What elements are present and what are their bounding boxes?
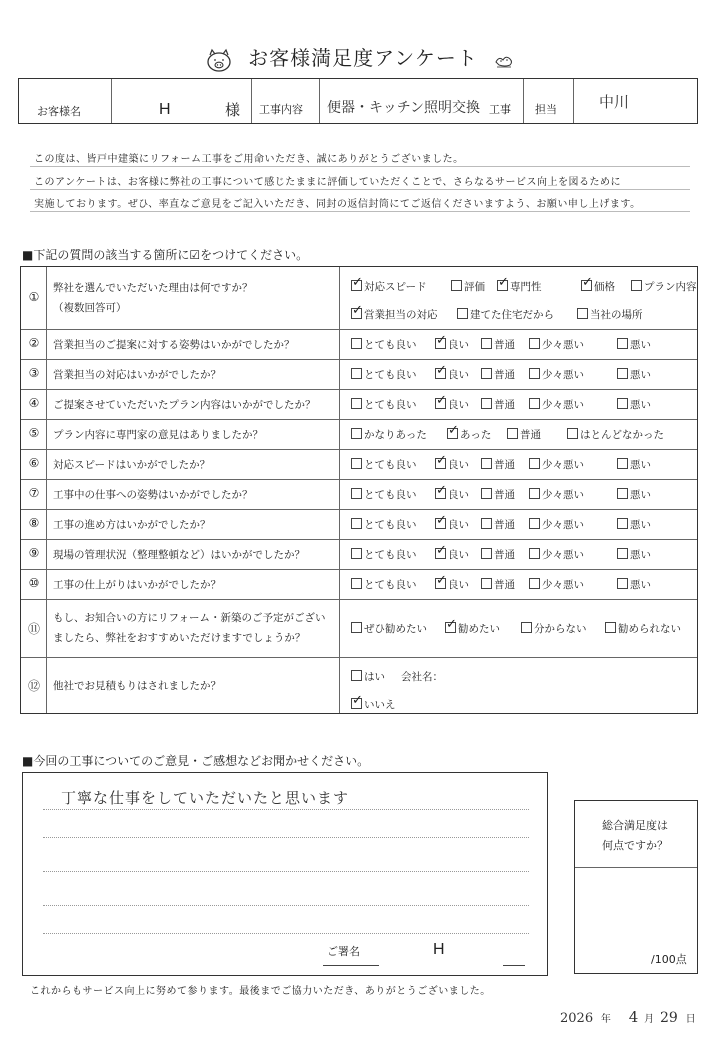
checkbox[interactable]	[497, 280, 508, 291]
questions-table	[20, 266, 698, 714]
option-label: はとんどなかった	[580, 429, 664, 441]
staff-label: 担当	[535, 103, 557, 116]
checkbox[interactable]	[451, 280, 462, 291]
option-label: 普通	[494, 519, 515, 531]
answer-option[interactable]	[435, 367, 469, 382]
answer-option[interactable]	[567, 427, 664, 442]
checkbox[interactable]	[617, 488, 628, 499]
checkbox[interactable]	[435, 548, 446, 559]
answer-option[interactable]	[617, 397, 651, 412]
option-label: とても良い	[364, 369, 417, 381]
checkbox[interactable]	[507, 428, 518, 439]
option-label: 専門性	[510, 281, 542, 293]
checkbox[interactable]	[617, 338, 628, 349]
option-label: 悪い	[630, 519, 651, 531]
title-text: お客様満足度アンケート	[248, 46, 478, 70]
checkbox[interactable]	[529, 518, 540, 529]
checkbox[interactable]	[447, 428, 458, 439]
answer-option[interactable]	[481, 517, 515, 532]
checkbox[interactable]	[529, 458, 540, 469]
checkbox[interactable]	[435, 458, 446, 469]
answer-option[interactable]	[631, 279, 697, 294]
question-text: （複数回答可）	[53, 302, 127, 314]
option-label: 普通	[494, 459, 515, 471]
option-label: 悪い	[630, 369, 651, 381]
option-label: 建てた住宅だから	[470, 309, 554, 321]
question-text: 工事中の仕事への姿勢はいかがでしたか？	[53, 489, 253, 501]
checkbox[interactable]	[457, 308, 468, 319]
answer-option[interactable]	[529, 517, 584, 532]
date-month: 4	[628, 1008, 639, 1026]
comments-box	[22, 772, 548, 976]
option-label: 普通	[494, 339, 515, 351]
option-label: いいえ	[364, 699, 396, 711]
option-label: 営業担当の対応	[364, 309, 438, 321]
answer-option[interactable]	[617, 547, 651, 562]
option-label: とても良い	[364, 549, 417, 561]
checkbox[interactable]	[351, 338, 362, 349]
score-box	[574, 800, 698, 974]
option-label: 少々悪い	[542, 369, 584, 381]
option-label: 会社名：	[401, 671, 443, 683]
checkbox[interactable]	[351, 368, 362, 379]
question-text: ましたら、弊社をおすすめいただけますでしょうか？	[53, 632, 306, 644]
option-label: 悪い	[630, 459, 651, 471]
answer-option[interactable]	[351, 367, 417, 382]
option-label: 少々悪い	[542, 549, 584, 561]
option-label: 少々悪い	[542, 579, 584, 591]
answer-option[interactable]	[445, 621, 500, 636]
option-label: 勧めたい	[458, 623, 500, 635]
answer-option[interactable]	[617, 517, 651, 532]
checkbox[interactable]	[435, 488, 446, 499]
option-label: 価格	[594, 281, 615, 293]
checkbox[interactable]	[529, 368, 540, 379]
answer-option[interactable]	[481, 547, 515, 562]
question-number: ⑫	[27, 679, 40, 693]
checkbox[interactable]	[435, 578, 446, 589]
signature: H	[433, 941, 445, 958]
checkbox[interactable]	[631, 280, 642, 291]
checkbox[interactable]	[617, 368, 628, 379]
option-label: 良い	[448, 339, 469, 351]
option-label: とても良い	[364, 339, 417, 351]
answer-option[interactable]	[457, 307, 554, 322]
option-label: 悪い	[630, 579, 651, 591]
score-question-2: 何点ですか？	[602, 839, 668, 852]
question-number: ⑪	[27, 622, 40, 636]
work-suffix: 工事	[489, 103, 511, 116]
answer-option[interactable]	[351, 669, 385, 684]
question-text: 弊社を選んでいただいた理由は何ですか？	[53, 282, 253, 294]
checkbox[interactable]	[351, 670, 362, 681]
intro-line-2: このアンケートは、お客様に弊社の工事について感じたままに評価していただくことで、さらなるサービス向上を図るために	[34, 177, 621, 188]
answer-option[interactable]	[497, 279, 542, 294]
option-label: 少々悪い	[542, 489, 584, 501]
option-label: 少々悪い	[542, 339, 584, 351]
answer-option[interactable]	[529, 367, 584, 382]
option-label: とても良い	[364, 519, 417, 531]
option-label: 普通	[520, 429, 541, 441]
checkbox[interactable]	[435, 368, 446, 379]
option-label: とても良い	[364, 579, 417, 591]
checkbox[interactable]	[481, 338, 492, 349]
answer-option[interactable]	[481, 397, 515, 412]
date-year-unit: 年	[600, 1014, 611, 1025]
answer-option[interactable]	[351, 487, 417, 502]
option-label: 良い	[448, 459, 469, 471]
checkbox[interactable]	[521, 622, 532, 633]
checkbox[interactable]	[481, 398, 492, 409]
question-number: ①	[28, 290, 40, 304]
checkbox[interactable]	[435, 398, 446, 409]
checkbox[interactable]	[481, 488, 492, 499]
answer-option[interactable]	[617, 457, 651, 472]
answer-option[interactable]	[351, 577, 417, 592]
option-label: かなりあった	[364, 429, 427, 441]
checkbox[interactable]	[445, 622, 456, 633]
option-label: とても良い	[364, 459, 417, 471]
answer-option[interactable]	[617, 337, 651, 352]
option-label: 良い	[448, 399, 469, 411]
answer-option[interactable]	[435, 487, 469, 502]
intro-line-3: 実施しております。ぜひ、率直なご意見をご記入いただき、同封の返信封筒にてご返信くださいますよう、お願い申し上げます。	[34, 199, 641, 210]
option-label: とても良い	[364, 399, 417, 411]
option-label: 悪い	[630, 549, 651, 561]
instruction: ■下記の質問の該当する箇所に☑をつけてください。	[22, 248, 309, 262]
question-number: ⑦	[28, 486, 40, 500]
checkbox[interactable]	[481, 518, 492, 529]
answer-option[interactable]	[529, 337, 584, 352]
date-day: 29	[659, 1010, 678, 1026]
answer-option[interactable]	[507, 427, 541, 442]
answer-option[interactable]	[351, 697, 396, 712]
option-label: 評価	[464, 281, 485, 293]
answer-option[interactable]	[481, 577, 515, 592]
option-label: 普通	[494, 489, 515, 501]
checkbox[interactable]	[351, 518, 362, 529]
score-question-1: 総合満足度は	[602, 819, 668, 832]
answer-option[interactable]	[351, 621, 427, 636]
checkbox[interactable]	[617, 518, 628, 529]
answer-option[interactable]	[351, 337, 417, 352]
answer-option[interactable]	[351, 547, 417, 562]
checkbox[interactable]	[529, 548, 540, 559]
answer-option[interactable]	[529, 577, 584, 592]
option-label: 良い	[448, 549, 469, 561]
answer-option[interactable]	[351, 457, 417, 472]
intro-line-1: この度は、皆戸中建築にリフォーム工事をご用命いただき、誠にありがとうございました。	[34, 154, 464, 165]
option-label: 悪い	[630, 339, 651, 351]
checkbox[interactable]	[617, 578, 628, 589]
checkbox[interactable]	[529, 338, 540, 349]
pig-icon	[205, 47, 233, 73]
question-text: 営業担当のご提案に対する姿勢はいかがでしたか？	[53, 339, 295, 351]
customer-label: お客様名	[37, 105, 81, 118]
date	[560, 1008, 696, 1026]
checkbox[interactable]	[351, 308, 362, 319]
checkbox[interactable]	[529, 398, 540, 409]
option-label: 普通	[494, 549, 515, 561]
answer-option[interactable]	[435, 337, 469, 352]
question-number: ②	[28, 336, 40, 350]
answer-option[interactable]	[435, 517, 469, 532]
option-label: 普通	[494, 369, 515, 381]
answer-option[interactable]	[435, 577, 469, 592]
checkbox[interactable]	[617, 398, 628, 409]
option-label: 分からない	[534, 623, 587, 635]
question-number: ⑧	[28, 516, 40, 530]
checkbox[interactable]	[351, 428, 362, 439]
checkbox[interactable]	[617, 458, 628, 469]
customer-name: H	[159, 101, 171, 118]
answer-option[interactable]	[577, 307, 643, 322]
checkbox[interactable]	[351, 280, 362, 291]
checkbox[interactable]	[567, 428, 578, 439]
birds-icon	[493, 50, 515, 70]
option-label: 良い	[448, 489, 469, 501]
option-label: ぜひ勧めたい	[364, 623, 427, 635]
answer-option[interactable]	[581, 279, 615, 294]
checkbox[interactable]	[351, 548, 362, 559]
option-label: はい	[364, 671, 385, 683]
option-label: 少々悪い	[542, 399, 584, 411]
comments-heading: ■今回の工事についてのご意見・ご感想などお聞かせください。	[22, 754, 370, 768]
staff-name: 中川	[599, 93, 630, 111]
footer-text: これからもサービス向上に努めて参ります。最後までご協力いただき、ありがとうございました。	[30, 986, 491, 997]
work-label: 工事内容	[259, 103, 303, 116]
answer-option[interactable]	[481, 367, 515, 382]
option-label: 普通	[494, 399, 515, 411]
answer-option[interactable]	[529, 457, 584, 472]
question-text: もし、お知合いの方にリフォーム・新築のご予定がござい	[53, 612, 326, 624]
checkbox[interactable]	[351, 578, 362, 589]
answer-option[interactable]	[351, 427, 427, 442]
answer-option[interactable]	[481, 337, 515, 352]
option-label: 悪い	[630, 489, 651, 501]
score-max: /100点	[651, 953, 687, 966]
answer-option[interactable]	[351, 517, 417, 532]
checkbox[interactable]	[481, 578, 492, 589]
checkbox[interactable]	[435, 338, 446, 349]
question-text: ご提案させていただいたプラン内容はいかがでしたか？	[53, 399, 316, 411]
question-number: ④	[28, 396, 40, 410]
checkbox[interactable]	[351, 698, 362, 709]
question-number: ⑩	[28, 576, 40, 590]
option-label: 当社の場所	[590, 309, 643, 321]
checkbox[interactable]	[351, 398, 362, 409]
question-text: 他社でお見積もりはされましたか？	[53, 680, 221, 692]
option-label: あった	[460, 429, 492, 441]
answer-option[interactable]	[617, 577, 651, 592]
date-month-unit: 月	[644, 1014, 655, 1025]
option-label: 対応スピード	[364, 281, 427, 293]
header-box	[18, 78, 698, 124]
date-year: 2026	[560, 1011, 594, 1026]
answer-option[interactable]	[401, 669, 443, 684]
checkbox[interactable]	[617, 548, 628, 559]
question-text: 対応スピードはいかがでしたか？	[53, 459, 211, 471]
answer-option[interactable]	[529, 547, 584, 562]
checkbox[interactable]	[529, 578, 540, 589]
checkbox[interactable]	[481, 548, 492, 559]
option-label: 悪い	[630, 399, 651, 411]
answer-option[interactable]	[351, 279, 427, 294]
question-number: ③	[28, 366, 40, 380]
answer-option[interactable]	[351, 397, 417, 412]
answer-option[interactable]	[605, 621, 681, 636]
question-text: 工事の進め方はいかがでしたか？	[53, 519, 211, 531]
answer-option[interactable]	[451, 279, 485, 294]
option-label: 普通	[494, 579, 515, 591]
checkbox[interactable]	[351, 622, 362, 633]
checkbox[interactable]	[481, 458, 492, 469]
answer-option[interactable]	[521, 621, 587, 636]
checkbox[interactable]	[529, 488, 540, 499]
honorific: 様	[225, 101, 241, 119]
checkbox[interactable]	[351, 488, 362, 499]
answer-option[interactable]	[481, 487, 515, 502]
signature-label: ご署名	[327, 945, 360, 958]
answer-option[interactable]	[447, 427, 491, 442]
work-content: 便器・キッチン照明交換	[327, 100, 481, 116]
answer-option[interactable]	[351, 307, 438, 322]
page-title	[0, 42, 720, 73]
checkbox[interactable]	[481, 368, 492, 379]
option-label: 勧められない	[618, 623, 681, 635]
option-label: 少々悪い	[542, 519, 584, 531]
checkbox[interactable]	[581, 280, 592, 291]
question-number: ⑤	[28, 426, 40, 440]
option-label: 良い	[448, 519, 469, 531]
answer-option[interactable]	[529, 487, 584, 502]
option-label: プラン内容	[644, 281, 697, 293]
answer-option[interactable]	[617, 367, 651, 382]
question-text: プラン内容に専門家の意見はありましたか？	[53, 429, 263, 441]
option-label: 良い	[448, 579, 469, 591]
checkbox[interactable]	[605, 622, 616, 633]
question-text: 工事の仕上がりはいかがでしたか？	[53, 579, 221, 591]
option-label: 良い	[448, 369, 469, 381]
checkbox[interactable]	[435, 518, 446, 529]
answer-option[interactable]	[435, 547, 469, 562]
date-day-unit: 日	[685, 1014, 696, 1025]
option-label: とても良い	[364, 489, 417, 501]
answer-option[interactable]	[529, 397, 584, 412]
answer-option[interactable]	[617, 487, 651, 502]
option-label: 少々悪い	[542, 459, 584, 471]
question-number: ⑥	[28, 456, 40, 470]
question-text: 営業担当の対応はいかがでしたか？	[53, 369, 221, 381]
comments-text: 丁寧な仕事をしていただいたと思います	[61, 789, 350, 807]
answer-option[interactable]	[435, 457, 469, 472]
checkbox[interactable]	[351, 458, 362, 469]
question-number: ⑨	[28, 546, 40, 560]
question-text: 現場の管理状況（整理整頓など）はいかがでしたか？	[53, 549, 305, 561]
checkbox[interactable]	[577, 308, 588, 319]
answer-option[interactable]	[435, 397, 469, 412]
answer-option[interactable]	[481, 457, 515, 472]
